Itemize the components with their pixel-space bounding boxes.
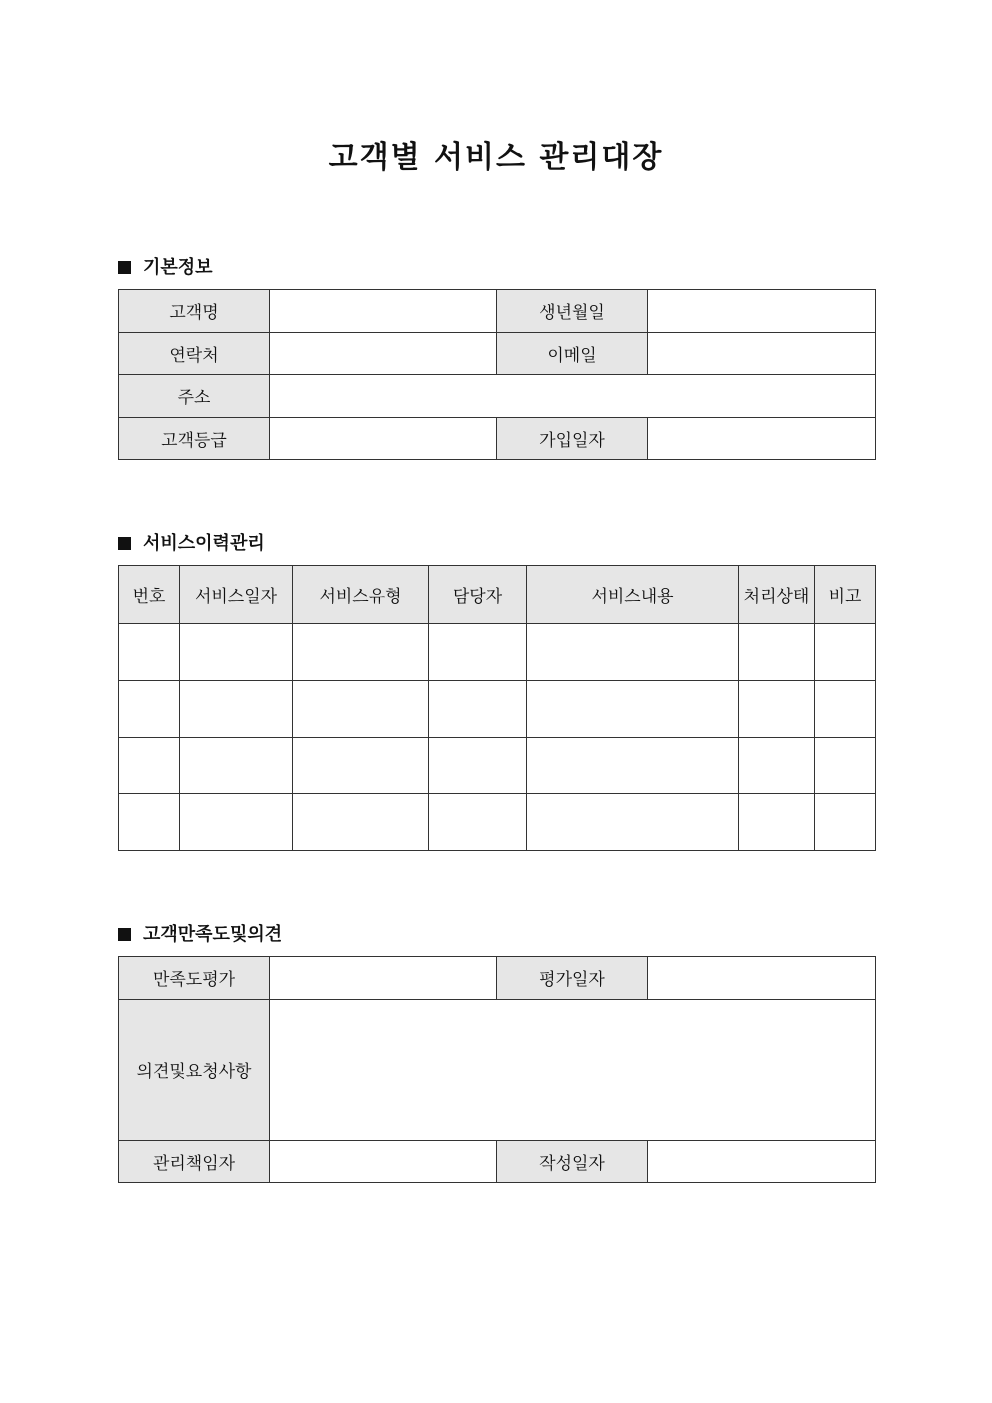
cell-service-date[interactable] [180,794,293,851]
birth-date-field[interactable] [648,290,876,333]
section-heading-history [118,529,265,555]
satisfaction-table [118,956,876,1183]
opinion-label: 의견및요청사항 [119,999,270,1140]
cell-service-content[interactable] [527,794,739,851]
section-heading-basic [118,253,213,279]
cell-number[interactable] [119,624,180,681]
table-row [119,375,876,418]
table-row [119,680,876,737]
grade-field[interactable] [270,417,497,460]
cell-number[interactable] [119,737,180,794]
address-label: 주소 [119,375,270,418]
section-heading-basic-text: 기본정보 [143,257,213,278]
table-row [119,290,876,333]
col-header-number: 번호 [119,566,180,624]
table-row [119,1140,876,1183]
section-heading-satisfaction [118,920,282,946]
cell-assignee[interactable] [429,624,527,681]
written-date-label: 작성일자 [497,1140,648,1183]
rating-label: 만족도평가 [119,957,270,1000]
cell-service-date[interactable] [180,737,293,794]
cell-status[interactable] [739,680,815,737]
eval-date-field[interactable] [648,957,876,1000]
col-header-service-date: 서비스일자 [180,566,293,624]
contact-field[interactable] [270,332,497,375]
section-heading-satisfaction-text: 고객만족도및의견 [143,924,283,945]
table-row [119,737,876,794]
cell-service-content[interactable] [527,624,739,681]
col-header-assignee: 담당자 [429,566,527,624]
cell-note[interactable] [815,680,876,737]
cell-service-type[interactable] [293,624,429,681]
address-field[interactable] [270,375,876,418]
cell-service-content[interactable] [527,680,739,737]
table-row [119,624,876,681]
cell-assignee[interactable] [429,737,527,794]
written-date-field[interactable] [648,1140,876,1183]
basic-info-table [118,289,876,460]
customer-name-label: 고객명 [119,290,270,333]
table-row [119,957,876,1000]
customer-name-field[interactable] [270,290,497,333]
cell-note[interactable] [815,794,876,851]
join-date-field[interactable] [648,417,876,460]
table-row [119,794,876,851]
eval-date-label: 평가일자 [497,957,648,1000]
table-row [119,332,876,375]
email-field[interactable] [648,332,876,375]
cell-assignee[interactable] [429,680,527,737]
cell-service-type[interactable] [293,794,429,851]
square-bullet-icon [118,928,131,941]
cell-assignee[interactable] [429,794,527,851]
join-date-label: 가입일자 [497,417,648,460]
cell-number[interactable] [119,794,180,851]
grade-label: 고객등급 [119,417,270,460]
manager-label: 관리책임자 [119,1140,270,1183]
col-header-status: 처리상태 [739,566,815,624]
col-header-note: 비고 [815,566,876,624]
page-title: 고객별 서비스 관리대장 [328,140,664,175]
cell-status[interactable] [739,624,815,681]
service-history-table [118,565,876,851]
cell-service-type[interactable] [293,680,429,737]
cell-service-date[interactable] [180,624,293,681]
cell-number[interactable] [119,680,180,737]
rating-field[interactable] [270,957,497,1000]
manager-field[interactable] [270,1140,497,1183]
table-header-row [119,566,876,624]
table-row [119,417,876,460]
section-heading-history-text: 서비스이력관리 [143,533,265,554]
cell-service-content[interactable] [527,737,739,794]
opinion-field[interactable] [270,999,876,1140]
square-bullet-icon [118,537,131,550]
cell-note[interactable] [815,624,876,681]
square-bullet-icon [118,261,131,274]
table-row [119,999,876,1140]
col-header-service-type: 서비스유형 [293,566,429,624]
cell-service-type[interactable] [293,737,429,794]
cell-note[interactable] [815,737,876,794]
email-label: 이메일 [497,332,648,375]
birth-date-label: 생년월일 [497,290,648,333]
cell-service-date[interactable] [180,680,293,737]
contact-label: 연락처 [119,332,270,375]
cell-status[interactable] [739,794,815,851]
col-header-service-content: 서비스내용 [527,566,739,624]
cell-status[interactable] [739,737,815,794]
